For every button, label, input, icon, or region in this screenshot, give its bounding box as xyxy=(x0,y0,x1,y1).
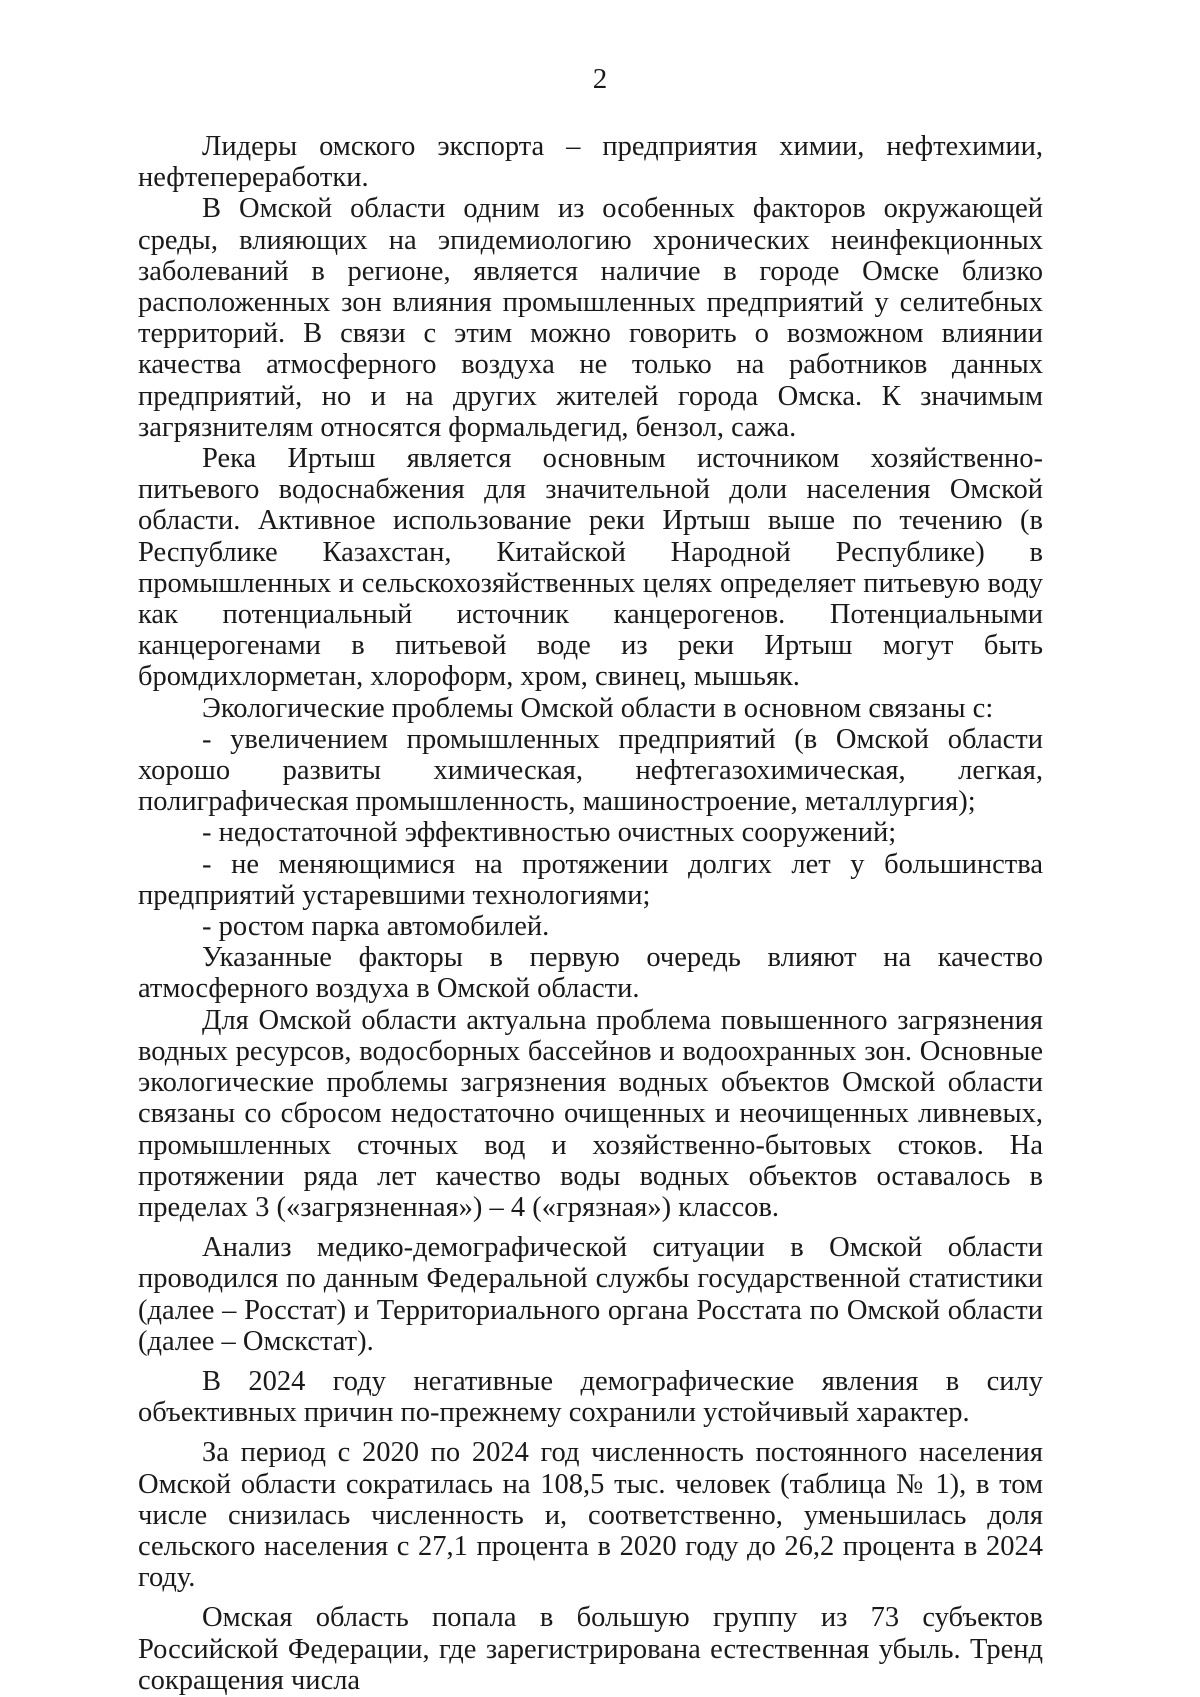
list-item-treatment-efficiency: - недостаточной эффективностью очистных сооружений; xyxy=(202,817,897,849)
paragraph-population-decline: За период с 2020 по 2024 год численность постоянного населения Омской области сократилась на 108,5 тыс. человек (таблица № 1), в том числе снизилась численность и, соответственно, уменьшилась доля сельского населения с 27,1 процента в 2020 году до 26,2 процента в 2024 году. xyxy=(138,1437,1043,1594)
paragraph-irtysh-river: Река Иртыш является основным источником хозяйственно-питьевого водоснабжения для значительной доли населения Омской области. Активное использование реки Иртыш выше по течению (в Республике Казахстан, Китайской Народной Республике) в промышленных и сельскохозяйственных целях определяет питьевую воду как потенциальный источник канцерогенов. Потенциальными канцерогенами в питьевой воде из реки Иртыш могут быть бромдихлорметан, хлороформ, хром, свинец, мышьяк. xyxy=(138,443,1043,693)
paragraph-environment-factors: В Омской области одним из особенных факторов окружающей среды, влияющих на эпидемиологию хронических неинфекционных заболеваний в регионе, является наличие в городе Омске близко расположенных зон влияния промышленных предприятий у селитебных территорий. В связи с этим можно говорить о возможном влиянии качества атмосферного воздуха не только на работников данных предприятий, но и на других жителей города Омска. К значимым загрязнителям относятся формальдегид, бензол, сажа. xyxy=(138,193,1043,443)
paragraph-negative-trends: В 2024 году негативные демографические явления в силу объективных причин по-прежнему сохранили устойчивый характер. xyxy=(138,1365,1043,1429)
paragraph-demographic-analysis: Анализ медико-демографической ситуации в Омской области проводился по данным Федеральной службы государственной статистики (далее – Росстат) и Территориального органа Росстата по Омской области (далее – Омскстат). xyxy=(138,1232,1043,1357)
paragraph-water-pollution: Для Омской области актуальна проблема повышенного загрязнения водных ресурсов, водосборных бассейнов и водоохранных зон. Основные экологические проблемы загрязнения водных объектов Омской области связаны со сбросом недостаточно очищенных и неочищенных ливневых, промышленных сточных вод и хозяйственно-бытовых стоков. На протяжении ряда лет качество воды водных объектов оставалось в пределах 3 («загрязненная») – 4 («грязная») классов. xyxy=(138,1004,1043,1223)
document-body xyxy=(138,131,1043,1696)
paragraph-export-leaders: Лидеры омского экспорта – предприятия химии, нефтехимии, нефтепереработки. xyxy=(138,131,1043,194)
paragraph-air-quality: Указанные факторы в первую очередь влияют на качество атмосферного воздуха в Омской области. xyxy=(138,942,1043,1005)
list-item-outdated-technology: - не меняющимися на протяжении долгих лет у большинства предприятий устаревшими технологиями; xyxy=(138,848,1043,911)
list-item-industrial-growth: - увеличением промышленных предприятий (в Омской области хорошо развиты химическая, нефтегазохимическая, легкая, полиграфическая промышленность, машиностроение, металлургия); xyxy=(138,723,1043,818)
paragraph-natural-decrease: Омская область попала в большую группу из 73 субъектов Российской Федерации, где зарегистрирована естественная убыль. Тренд сокращения числа xyxy=(138,1602,1043,1696)
page-number: 2 xyxy=(592,63,608,95)
paragraph-ecological-problems-intro: Экологические проблемы Омской области в основном связаны с: xyxy=(202,692,994,724)
list-item-car-fleet: - ростом парка автомобилей. xyxy=(202,911,550,943)
